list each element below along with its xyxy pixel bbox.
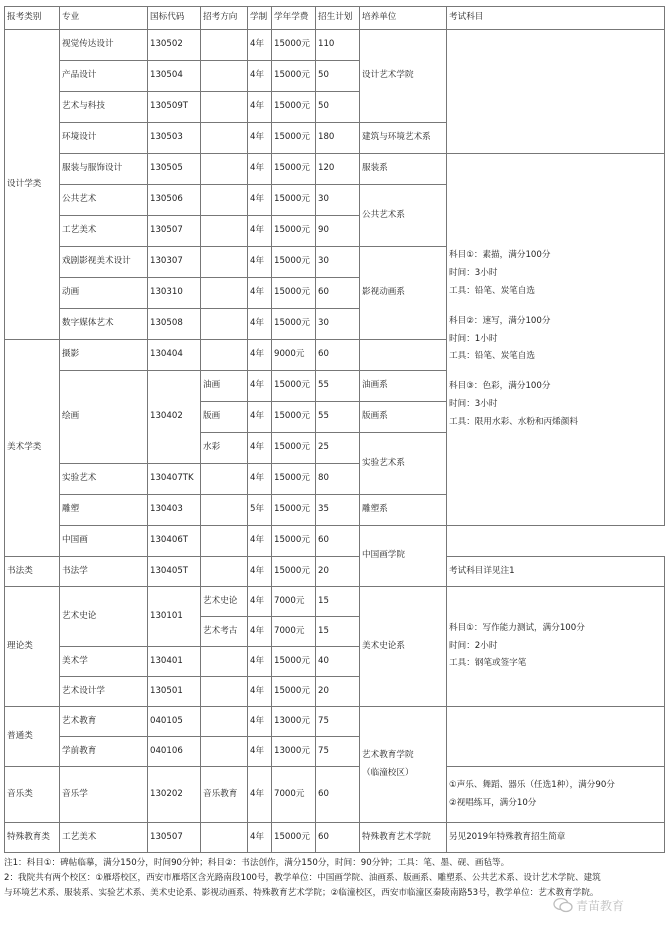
header-category: 报考类别	[5, 7, 60, 30]
table-row	[5, 767, 665, 823]
exam-line: ②视唱练耳，满分10分	[449, 797, 537, 808]
fee-cell: 15000元	[272, 123, 316, 154]
code-cell: 130402	[148, 371, 201, 464]
direction-cell	[201, 278, 248, 309]
major-cell: 戏剧影视美术设计	[60, 247, 148, 278]
major-cell: 动画	[60, 278, 148, 309]
major-cell: 摄影	[60, 340, 148, 371]
direction-cell	[201, 61, 248, 92]
category-cell: 普通类	[5, 707, 60, 767]
major-cell: 服装与服饰设计	[60, 154, 148, 185]
major-cell: 雕塑	[60, 495, 148, 526]
header-unit: 培养单位	[360, 7, 447, 30]
exam-line: 科目①：写作能力测试，满分100分	[449, 622, 585, 633]
code-cell: 130401	[148, 647, 201, 677]
quota-cell: 15	[316, 617, 360, 647]
category-cell: 设计学类	[5, 30, 60, 340]
direction-cell	[201, 185, 248, 216]
major-cell: 美术学	[60, 647, 148, 677]
direction-cell	[201, 464, 248, 495]
fee-cell: 15000元	[272, 557, 316, 587]
header-quota: 招生计划	[316, 7, 360, 30]
duration-cell: 4年	[248, 278, 272, 309]
exam-block-sketch	[449, 247, 662, 301]
direction-cell	[201, 247, 248, 278]
major-cell: 工艺美术	[60, 823, 148, 853]
fee-cell: 15000元	[272, 247, 316, 278]
duration-cell: 4年	[248, 647, 272, 677]
direction-cell: 版画	[201, 402, 248, 433]
fee-cell: 13000元	[272, 707, 316, 737]
major-cell: 环境设计	[60, 123, 148, 154]
table-row	[5, 30, 665, 61]
unit-cell: 版画系	[360, 402, 447, 433]
exam-line: 科目①：素描，满分100分	[449, 250, 551, 261]
table-header-row	[5, 7, 665, 30]
unit-cell: 设计艺术学院	[360, 30, 447, 123]
duration-cell: 4年	[248, 823, 272, 853]
header-exam: 考试科目	[447, 7, 665, 30]
table-row	[5, 154, 665, 185]
code-cell: 130509T	[148, 92, 201, 123]
major-cell: 绘画	[60, 371, 148, 464]
header-code: 国标代码	[148, 7, 201, 30]
direction-cell	[201, 526, 248, 557]
code-cell: 130404	[148, 340, 201, 371]
duration-cell: 4年	[248, 707, 272, 737]
quota-cell: 35	[316, 495, 360, 526]
quota-cell: 25	[316, 433, 360, 464]
direction-cell: 油画	[201, 371, 248, 402]
duration-cell: 4年	[248, 526, 272, 557]
footnote-1: 注1：科目①：碑帖临摹，满分150分，时间90分钟；科目②：书法创作，满分150分，时间：90分钟；工具：笔、墨、砚、画毡等。	[4, 858, 510, 868]
duration-cell: 4年	[248, 123, 272, 154]
unit-cell: 影视动画系	[360, 247, 447, 340]
duration-cell: 4年	[248, 92, 272, 123]
quota-cell: 120	[316, 154, 360, 185]
exam-subjects-cell	[447, 154, 665, 526]
code-cell: 130310	[148, 278, 201, 309]
exam-line: 工具：铅笔、炭笔自选	[449, 351, 535, 362]
unit-cell: 服装系	[360, 154, 447, 185]
duration-cell: 5年	[248, 495, 272, 526]
major-cell: 公共艺术	[60, 185, 148, 216]
duration-cell: 4年	[248, 617, 272, 647]
code-cell: 130503	[148, 123, 201, 154]
duration-cell: 4年	[248, 371, 272, 402]
direction-cell	[201, 123, 248, 154]
quota-cell: 75	[316, 737, 360, 767]
major-cell: 艺术史论	[60, 587, 148, 647]
quota-cell: 15	[316, 587, 360, 617]
duration-cell: 4年	[248, 154, 272, 185]
category-cell: 理论类	[5, 587, 60, 707]
direction-cell	[201, 823, 248, 853]
duration-cell: 4年	[248, 247, 272, 278]
direction-cell: 水彩	[201, 433, 248, 464]
quota-cell: 60	[316, 278, 360, 309]
table-row	[5, 557, 665, 587]
fee-cell: 15000元	[272, 185, 316, 216]
direction-cell	[201, 677, 248, 707]
major-cell: 艺术与科技	[60, 92, 148, 123]
duration-cell: 4年	[248, 185, 272, 216]
duration-cell: 4年	[248, 216, 272, 247]
unit-cell	[360, 340, 447, 371]
direction-cell	[201, 495, 248, 526]
category-cell: 美术学类	[5, 340, 60, 557]
fee-cell: 15000元	[272, 402, 316, 433]
fee-cell: 15000元	[272, 371, 316, 402]
quota-cell: 180	[316, 123, 360, 154]
exam-cell: 考试科目详见注1	[447, 557, 665, 587]
code-cell: 130406T	[148, 526, 201, 557]
major-cell: 艺术设计学	[60, 677, 148, 707]
category-cell: 书法类	[5, 557, 60, 587]
duration-cell: 4年	[248, 30, 272, 61]
quota-cell: 40	[316, 647, 360, 677]
category-cell: 特殊教育类	[5, 823, 60, 853]
major-cell: 学前教育	[60, 737, 148, 767]
quota-cell: 60	[316, 823, 360, 853]
watermark-text: 青苗教育	[576, 898, 625, 913]
fee-cell: 7000元	[272, 617, 316, 647]
code-cell: 130504	[148, 61, 201, 92]
exam-line: 时间：3小时	[449, 267, 498, 278]
direction-cell: 艺术史论	[201, 587, 248, 617]
quota-cell: 30	[316, 185, 360, 216]
unit-cell: 美术史论系	[360, 587, 447, 707]
major-cell: 视觉传达设计	[60, 30, 148, 61]
fee-cell: 15000元	[272, 278, 316, 309]
code-cell: 130407TK	[148, 464, 201, 495]
exam-theory-cell	[447, 587, 665, 707]
unit-cell: 中国画学院	[360, 526, 447, 587]
quota-cell: 75	[316, 707, 360, 737]
exam-block-quick-sketch	[449, 313, 662, 367]
direction-cell	[201, 737, 248, 767]
exam-block-color	[449, 378, 662, 432]
code-cell: 130508	[148, 309, 201, 340]
duration-cell: 4年	[248, 677, 272, 707]
fee-cell: 15000元	[272, 61, 316, 92]
quota-cell: 20	[316, 677, 360, 707]
code-cell: 130101	[148, 587, 201, 647]
fee-cell: 7000元	[272, 767, 316, 823]
exam-line: 工具：钢笔或签字笔	[449, 658, 527, 669]
direction-cell	[201, 557, 248, 587]
fee-cell: 15000元	[272, 216, 316, 247]
table-row	[5, 707, 665, 737]
quota-cell: 50	[316, 61, 360, 92]
quota-cell: 60	[316, 767, 360, 823]
exam-line: 工具：铅笔、炭笔自选	[449, 285, 535, 296]
duration-cell: 4年	[248, 557, 272, 587]
major-cell: 工艺美术	[60, 216, 148, 247]
code-cell: 130505	[148, 154, 201, 185]
duration-cell: 4年	[248, 767, 272, 823]
duration-cell: 4年	[248, 309, 272, 340]
unit-cell: 特殊教育艺术学院	[360, 823, 447, 853]
direction-cell	[201, 92, 248, 123]
exam-cell	[447, 30, 665, 154]
header-duration: 学制	[248, 7, 272, 30]
footnote-3: 与环境艺术系、服装系、实验艺术系、美术史论系、影视动画系、特殊教育艺术学院；②临潼校区，西安市临潼区秦陵南路53号，教学单位：艺术教育学院。	[4, 888, 599, 898]
quota-cell: 55	[316, 371, 360, 402]
quota-cell: 90	[316, 216, 360, 247]
unit-cell: 公共艺术系	[360, 185, 447, 247]
quota-cell: 80	[316, 464, 360, 495]
quota-cell: 30	[316, 309, 360, 340]
fee-cell: 15000元	[272, 677, 316, 707]
fee-cell: 15000元	[272, 92, 316, 123]
direction-cell	[201, 309, 248, 340]
fee-cell: 15000元	[272, 154, 316, 185]
code-cell: 130507	[148, 823, 201, 853]
quota-cell: 30	[316, 247, 360, 278]
fee-cell: 7000元	[272, 587, 316, 617]
quota-cell: 20	[316, 557, 360, 587]
code-cell: 130307	[148, 247, 201, 278]
exam-line: 科目③：色彩，满分100分	[449, 381, 551, 392]
duration-cell: 4年	[248, 464, 272, 495]
major-cell: 产品设计	[60, 61, 148, 92]
category-cell: 音乐类	[5, 767, 60, 823]
fee-cell: 15000元	[272, 526, 316, 557]
watermark	[553, 888, 661, 922]
direction-cell: 音乐教育	[201, 767, 248, 823]
header-major: 专业	[60, 7, 148, 30]
fee-cell: 15000元	[272, 433, 316, 464]
direction-cell	[201, 154, 248, 185]
duration-cell: 4年	[248, 340, 272, 371]
exam-line: ①声乐、舞蹈、器乐（任选1种），满分90分	[449, 779, 615, 790]
major-cell: 书法学	[60, 557, 148, 587]
fee-cell: 15000元	[272, 495, 316, 526]
header-direction: 招考方向	[201, 7, 248, 30]
quota-cell: 60	[316, 526, 360, 557]
exam-line: 科目②：速写，满分100分	[449, 315, 551, 326]
major-cell: 艺术教育	[60, 707, 148, 737]
unit-cell: 实验艺术系	[360, 433, 447, 495]
fee-cell: 15000元	[272, 464, 316, 495]
admissions-table	[4, 6, 665, 853]
fee-cell: 15000元	[272, 823, 316, 853]
unit-line: （临潼校区）	[362, 767, 414, 778]
duration-cell: 4年	[248, 587, 272, 617]
major-cell: 音乐学	[60, 767, 148, 823]
header-fee: 学年学费	[272, 7, 316, 30]
unit-cell: 油画系	[360, 371, 447, 402]
code-cell: 130507	[148, 216, 201, 247]
footnote-2: 2：我院共有两个校区：①雁塔校区，西安市雁塔区含光路南段100号，教学单位：中国画学院、油画系、版画系、雕塑系、公共艺术系、设计艺术学院、建筑	[4, 873, 601, 883]
major-cell: 中国画	[60, 526, 148, 557]
exam-line: 时间：3小时	[449, 399, 498, 410]
exam-line: 工具：限用水彩、水粉和丙烯颜料	[449, 417, 578, 428]
code-cell: 130405T	[148, 557, 201, 587]
quota-cell: 60	[316, 340, 360, 371]
fee-cell: 15000元	[272, 647, 316, 677]
fee-cell: 15000元	[272, 30, 316, 61]
exam-cell: 另见2019年特殊教育招生简章	[447, 823, 665, 853]
direction-cell: 艺术考古	[201, 617, 248, 647]
duration-cell: 4年	[248, 737, 272, 767]
direction-cell	[201, 340, 248, 371]
exam-line: 时间：1小时	[449, 333, 498, 344]
unit-cell: 建筑与环境艺术系	[360, 123, 447, 154]
quota-cell: 55	[316, 402, 360, 433]
exam-line: 时间：2小时	[449, 640, 498, 651]
code-cell: 130502	[148, 30, 201, 61]
code-cell: 040105	[148, 707, 201, 737]
exam-music-cell	[447, 767, 665, 823]
unit-line: 艺术教育学院	[362, 749, 414, 760]
code-cell: 130403	[148, 495, 201, 526]
major-cell: 实验艺术	[60, 464, 148, 495]
code-cell: 130506	[148, 185, 201, 216]
table-row	[5, 587, 665, 617]
direction-cell	[201, 216, 248, 247]
major-cell: 数字媒体艺术	[60, 309, 148, 340]
quota-cell: 50	[316, 92, 360, 123]
fee-cell: 9000元	[272, 340, 316, 371]
fee-cell: 13000元	[272, 737, 316, 767]
duration-cell: 4年	[248, 433, 272, 464]
exam-cell	[447, 707, 665, 767]
duration-cell: 4年	[248, 61, 272, 92]
fee-cell: 15000元	[272, 309, 316, 340]
direction-cell	[201, 647, 248, 677]
unit-cell	[360, 707, 447, 823]
wechat-icon	[553, 897, 573, 913]
code-cell: 130202	[148, 767, 201, 823]
quota-cell: 110	[316, 30, 360, 61]
direction-cell	[201, 707, 248, 737]
duration-cell: 4年	[248, 402, 272, 433]
table-row	[5, 526, 665, 557]
unit-cell: 雕塑系	[360, 495, 447, 526]
table-row	[5, 823, 665, 853]
code-cell: 130501	[148, 677, 201, 707]
direction-cell	[201, 30, 248, 61]
code-cell: 040106	[148, 737, 201, 767]
